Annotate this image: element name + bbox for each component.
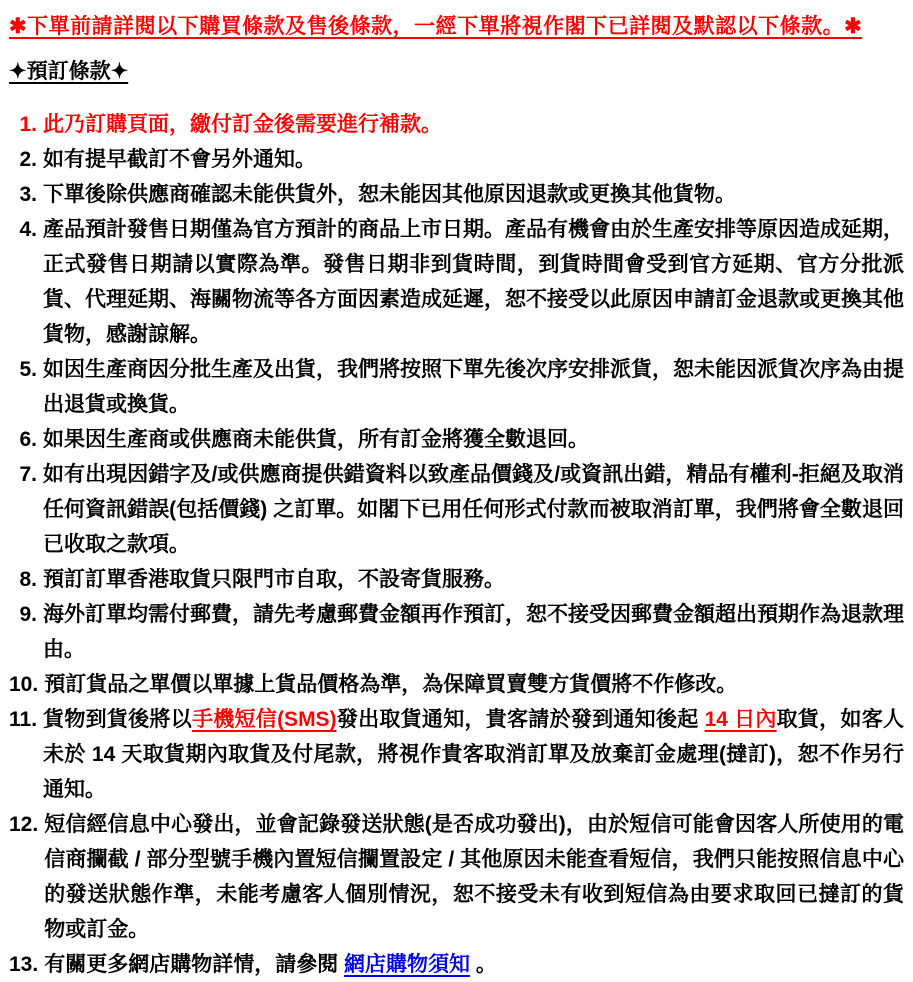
term-item xyxy=(9,212,904,352)
term-number: 7. xyxy=(19,463,37,486)
term-text xyxy=(43,352,904,422)
term-text xyxy=(44,947,904,982)
term-text-segment: 短信經信息中心發出，並會記錄發送狀態(是否成功發出)，由於短信可能會因客人所使用的電信商攔截 / 部分型號手機內置短信攔置設定 / 其他原因未能查看短信，我們只能按照信息中心的發送狀態作準，未能考慮客人個別情況，恕不接受未有收到短信為由要求取回已撻訂的貨物或訂金。 xyxy=(44,813,904,941)
term-text xyxy=(43,177,904,212)
term-number: 3. xyxy=(19,183,37,206)
term-number: 5. xyxy=(19,358,37,381)
term-item xyxy=(9,177,904,212)
term-text-segment: 。 xyxy=(470,953,497,976)
term-item xyxy=(9,352,904,422)
sms-notice-emphasis: 手機短信(SMS) xyxy=(191,708,337,731)
term-number: 11. xyxy=(9,708,38,731)
term-item xyxy=(9,142,904,177)
term-number: 1. xyxy=(19,113,37,136)
term-text-segment: 海外訂單均需付郵費，請先考慮郵費金額再作預訂，恕不接受因郵費金額超出預期作為退款理由。 xyxy=(43,603,904,661)
section-title-preorder-terms: ✦預訂條款✦ xyxy=(9,60,129,83)
term-text-segment: 如有出現因錯字及/或供應商提供錯資料以致產品價錢及/或資訊出錯，精品有權利-拒絕及取消任何資訊錯誤(包括價錢) 之訂單。如閣下已用任何形式付款而被取消訂單，我們將會全數退回已收取之款項。 xyxy=(43,463,904,556)
term-text xyxy=(44,667,904,702)
term-number: 4. xyxy=(19,218,37,241)
terms-list xyxy=(9,107,904,982)
store-shopping-guide-link[interactable]: 網店購物須知 xyxy=(344,953,471,976)
term-text xyxy=(43,422,904,457)
term-text-segment: 有關更多網店購物詳情，請參閱 xyxy=(44,953,345,976)
term-number: 13. xyxy=(9,953,39,976)
term-item xyxy=(9,457,904,562)
term-item xyxy=(9,107,904,142)
term-text xyxy=(43,212,904,352)
term-number: 2. xyxy=(19,148,37,171)
term-text-segment: 預訂訂單香港取貨只限門市自取，不設寄貨服務。 xyxy=(43,568,505,591)
term-number: 9. xyxy=(19,603,37,626)
term-text xyxy=(44,807,904,947)
term-item xyxy=(9,562,904,597)
term-number: 10. xyxy=(9,673,39,696)
purchase-notice-banner: ✱下單前請詳閱以下購買條款及售後條款，一經下單將視作閣下已詳閱及默認以下條款。✱ xyxy=(9,15,863,38)
term-number: 12. xyxy=(9,813,39,836)
term-text xyxy=(43,597,904,667)
term-text-segment: 下單後除供應商確認未能供貨外，恕未能因其他原因退款或更換其他貨物。 xyxy=(43,183,736,206)
term-item xyxy=(9,597,904,667)
term-text-segment: 產品預計發售日期僅為官方預計的商品上市日期。產品有機會由於生產安排等原因造成延期，正式發售日期請以實際為準。發售日期非到貨時間，到貨時間會受到官方延期、官方分批派貨、代理延期、海關物流等各方面因素造成延遲，恕不接受以此原因申請訂金退款或更換其他貨物，感謝諒解。 xyxy=(43,218,904,346)
term-text-segment: 預訂貨品之單價以單據上貨品價格為準，為保障買賣雙方貨價將不作修改。 xyxy=(44,673,738,696)
term-text xyxy=(43,457,904,562)
term-number: 8. xyxy=(19,568,37,591)
term-item xyxy=(9,947,904,982)
term-text xyxy=(43,562,904,597)
term-text-segment: 取貨，如客人未於 14 天取貨期內取貨及付尾款，將視作貴客取消訂單及放棄訂金處理(撻訂)，恕不作另行通知。 xyxy=(43,708,904,801)
term-text xyxy=(43,107,904,142)
term-text-segment: 如因生產商因分批生產及出貨，我們將按照下單先後次序安排派貨，恕未能因派貨次序為由提出退貨或換貨。 xyxy=(43,358,904,416)
term-number: 6. xyxy=(19,428,37,451)
term-text xyxy=(43,702,904,807)
term-item xyxy=(9,702,904,807)
term-text-segment: 如有提早截訂不會另外通知。 xyxy=(43,148,316,171)
term-item xyxy=(9,422,904,457)
pickup-deadline-emphasis: 14 日內 xyxy=(704,708,777,731)
term-text-segment: 貨物到貨後將以 xyxy=(43,708,192,731)
term-text-segment: 如果因生產商或供應商未能供貨，所有訂金將獲全數退回。 xyxy=(43,428,589,451)
term-text xyxy=(43,142,904,177)
term-item xyxy=(9,807,904,947)
term-text-segment: 發出取貨通知，貴客請於發到通知後起 xyxy=(336,708,705,731)
term-item xyxy=(9,667,904,702)
term-text-segment: 此乃訂購頁面，繳付訂金後需要進行補款。 xyxy=(43,113,442,136)
